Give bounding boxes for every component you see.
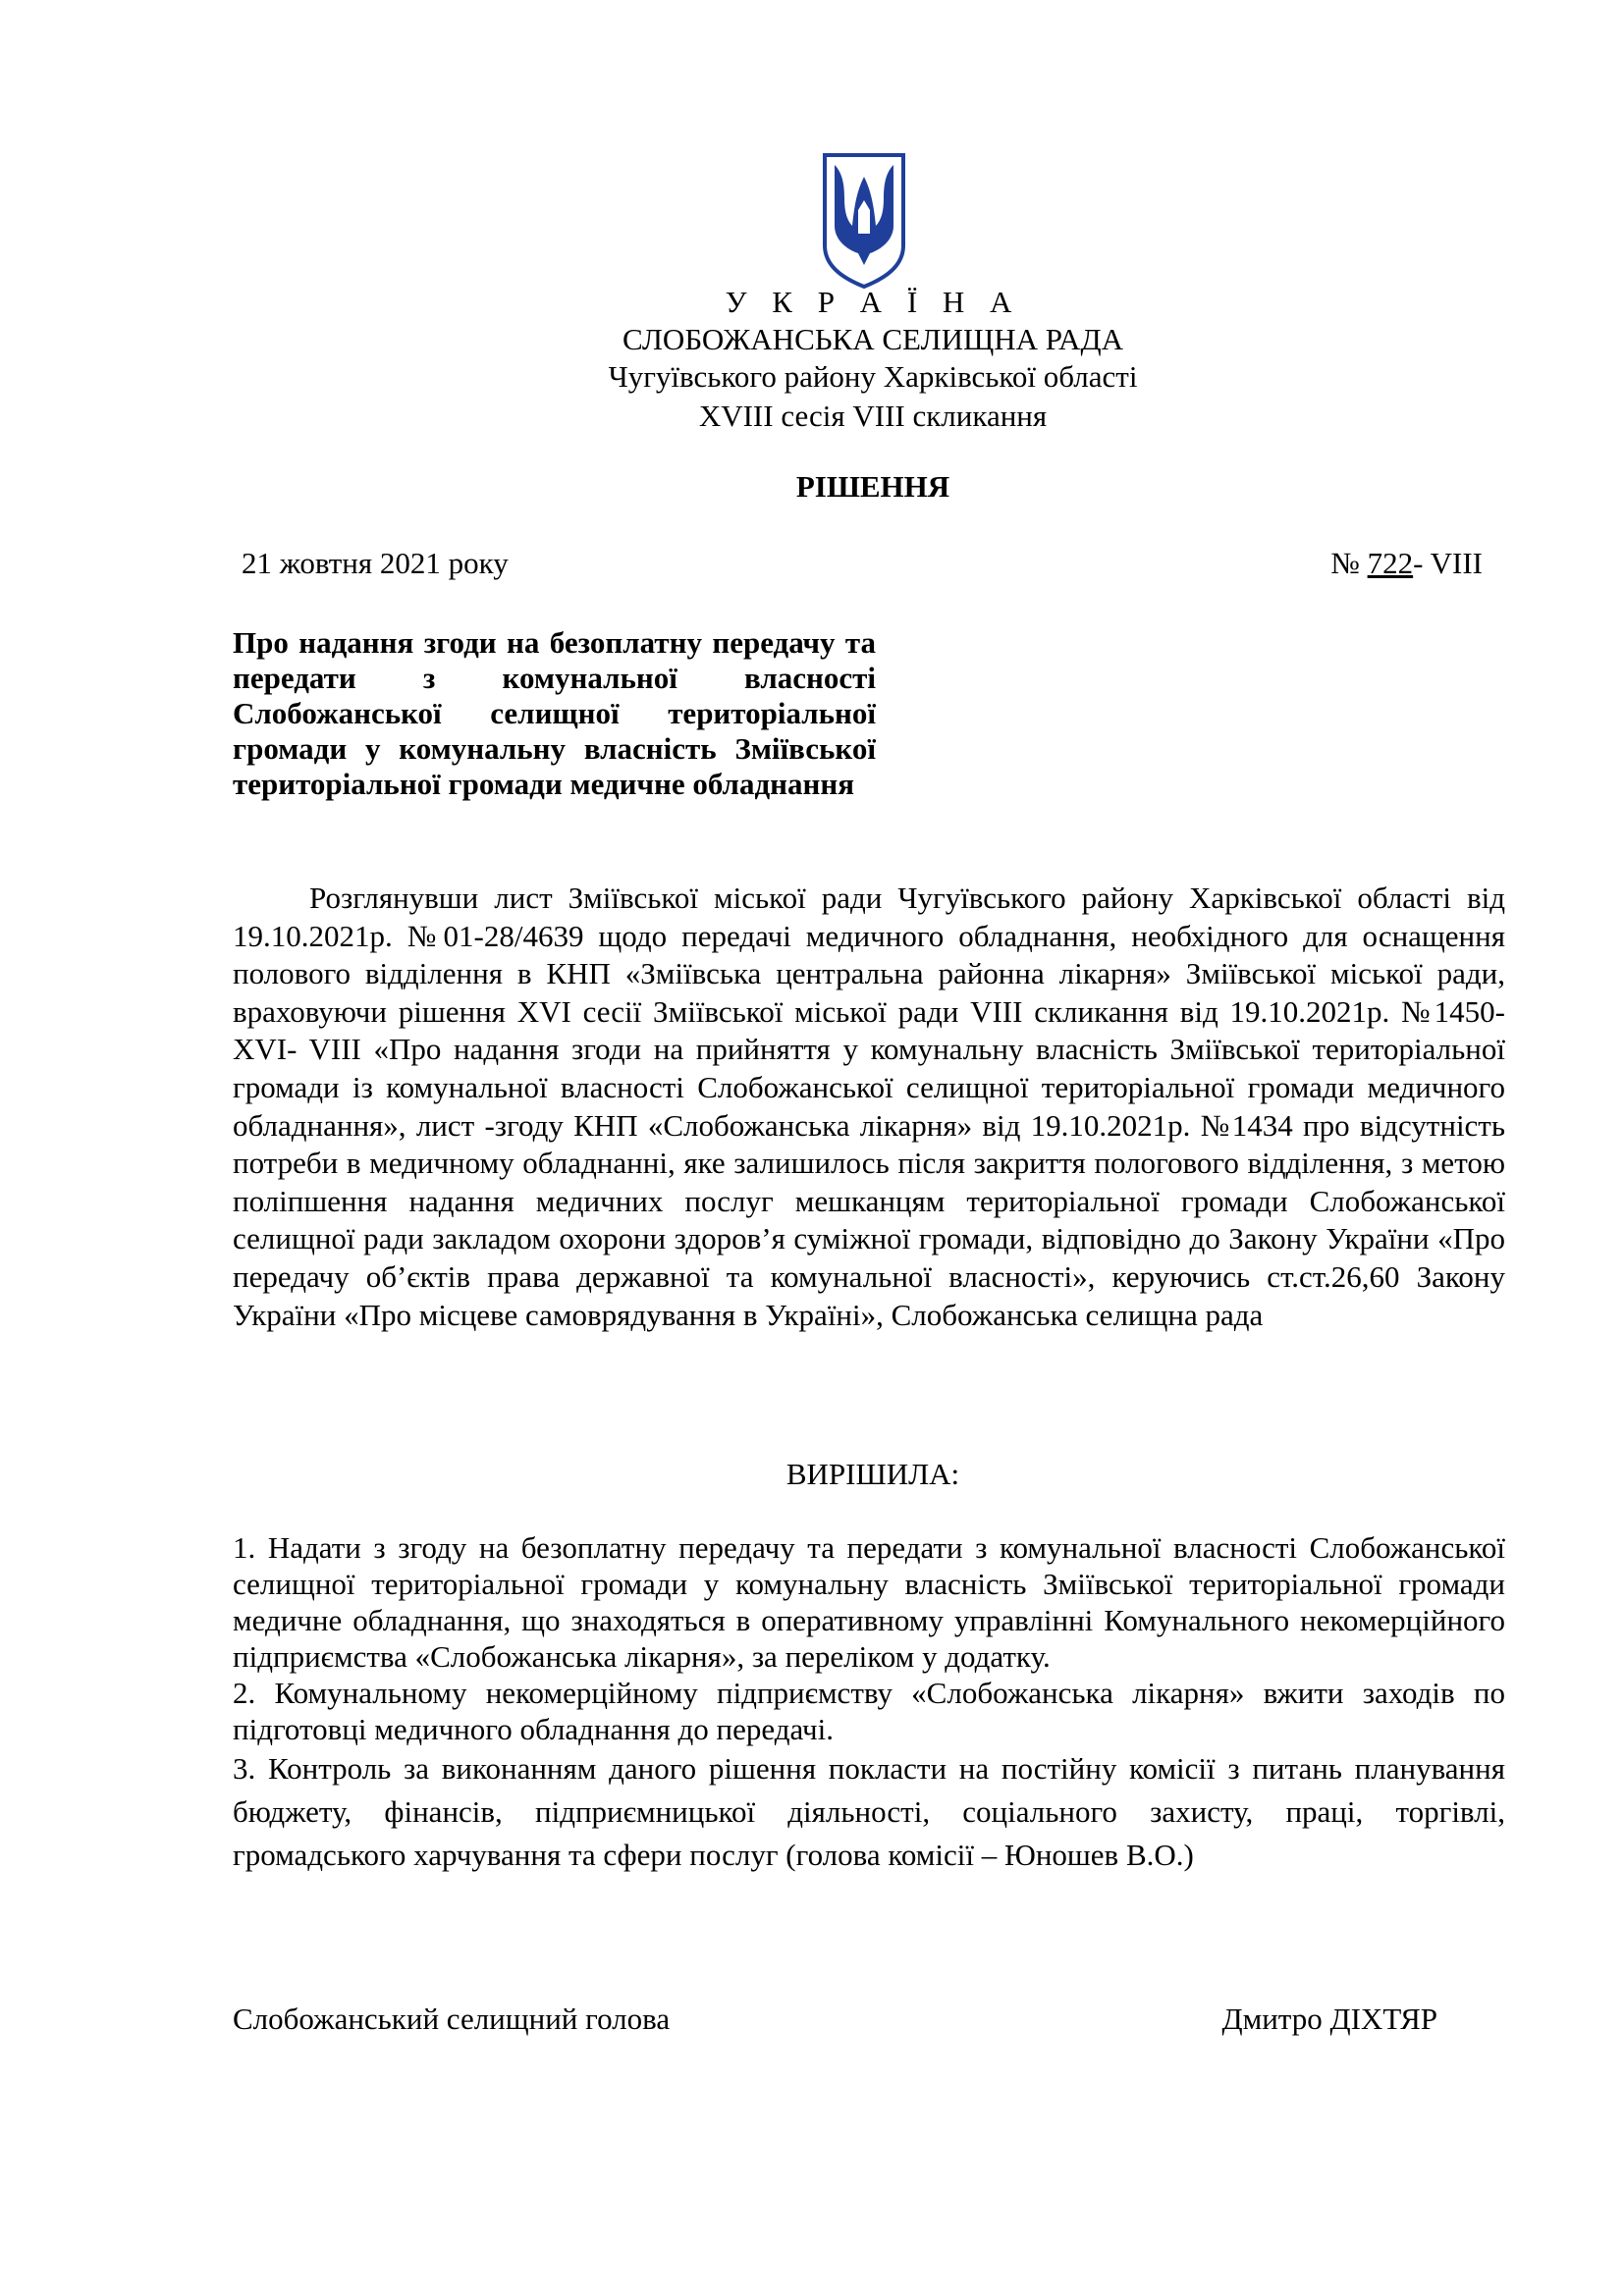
ukraine-trident-emblem-icon — [819, 151, 909, 289]
signatory-name: Дмитро ДІХТЯР — [1221, 2002, 1437, 2036]
decision-subject: Про надання згоди на безоплатну передачу та передати з комунальної власності Слобожанської селищної територіальної громади у комунальну власність Зміївської територіальної громади медичне обладнання — [233, 625, 876, 801]
decision-item-2: 2. Комунальному некомерційному підприємству «Слобожанська лікарня» вжити заходів по підготовці медичного обладнання до передачі. — [233, 1676, 1505, 1746]
header-council: СЛОБОЖАНСЬКА СЕЛИЩНА РАДА — [623, 322, 1123, 356]
document-title: РІШЕННЯ — [795, 469, 950, 504]
number-suffix: - VIII — [1413, 546, 1483, 580]
number-value: 722 — [1367, 546, 1414, 580]
signatory-position: Слобожанський селищний голова — [233, 2002, 671, 2036]
decision-number — [1330, 546, 1483, 581]
header-district: Чугуївського району Харківської області — [608, 359, 1138, 394]
header-session: XVIII сесія VIII скликання — [698, 399, 1048, 433]
header-country: У К Р А Ї Н А — [725, 285, 1021, 319]
decision-items — [233, 1529, 1505, 1877]
decided-heading: ВИРІШИЛА: — [785, 1457, 960, 1491]
decision-item-1: 1. Надати з згоду на безоплатну передачу та передати з комунальної власності Слобожанської селищної територіальної громади у комунальну власність Зміївської територіальної громади медичне обладнання, що знаходяться в оперативному управлінні Комунального некомерційного підприємства «Слобожанська лікарня», за переліком у додатку. — [233, 1530, 1505, 1674]
preamble-paragraph: Розглянувши лист Зміївської міської ради Чугуївського району Харківської області від 19.10.2021р. №01-28/4639 щодо передачі медичного обладнання, необхідного для оснащення полового відділення в КНП «Зміївська центральна районна лікарня» Зміївської міської ради, враховуючи рішення XVI сесії Зміївської міської ради VIII скликання від 19.10.2021р. №1450- XVI- VIII «Про надання згоди на прийняття у комунальну власність Зміївської територіальної громади із комунальної власності Слобожанської селищної територіальної громади медичного обладнання», лист -згоду КНП «Слобожанська лікарня» від 19.10.2021р. №1434 про відсутність потреби в медичному обладнанні, яке залишилось після закриття пологового відділення, з метою поліпшення надання медичних послуг мешканцям територіальної громади Слобожанської селищної ради закладом охорони здоров’я суміжної громади, відповідно до Закону України «Про передачу об’єктів права державної та комунальної власності», керуючись ст.ст.26,60 Закону України «Про місцеве самоврядування в Україні», Слобожанська селищна рада — [233, 881, 1505, 1332]
decision-date: 21 жовтня 2021 року — [242, 546, 509, 580]
number-prefix: № — [1330, 546, 1368, 580]
decision-item-3: 3. Контроль за виконанням даного рішення покласти на постійну комісії з питань планування бюджету, фінансів, підприємницької діяльності, соціального захисту, праці, торгівлі, громадського харчування та сфери послуг (голова комісії – Юношев В.О.) — [233, 1751, 1505, 1872]
